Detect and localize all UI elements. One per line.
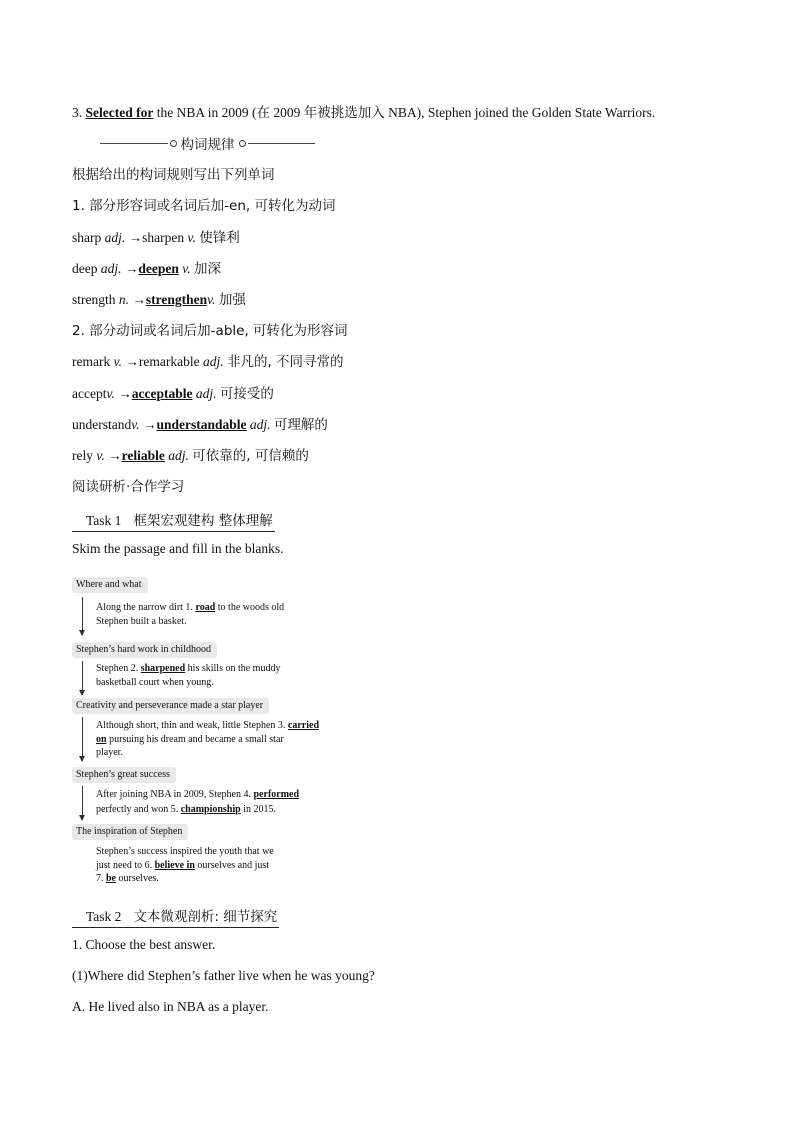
answer-word: deepen (138, 261, 179, 276)
base-word: rely (72, 448, 93, 463)
text-part: perfectly and won 5. (96, 804, 181, 815)
word-row (72, 447, 309, 465)
text-part: in 2015. (240, 804, 277, 815)
answer-word: strengthen (145, 292, 208, 307)
arrow: → (114, 386, 132, 401)
pos: adj. (104, 230, 126, 245)
pos: v. (182, 261, 191, 276)
arrow: → (139, 417, 157, 432)
pos: v. (131, 417, 140, 432)
derived-word: remarkable (138, 354, 200, 369)
word-row (72, 260, 221, 278)
word-row (72, 385, 274, 403)
meaning: 可接受的 (219, 386, 274, 402)
title-rule-right (248, 143, 316, 144)
text-part: Although short, thin and weak, little Stephen 3. (96, 720, 288, 731)
word-row (72, 353, 344, 371)
base-word: accept (72, 386, 107, 401)
pos: adj. (168, 448, 189, 463)
text-part: Along the narrow dirt 1. (96, 602, 196, 613)
pos: v. (187, 230, 196, 245)
down-arrow-icon (82, 661, 83, 695)
meaning: 可理解的 (273, 417, 328, 433)
blank-answer: road (195, 602, 216, 613)
diagram-text (96, 719, 319, 760)
title-dot-right (239, 140, 246, 147)
diagram-label: Stephen’s great success (72, 767, 176, 783)
diagram-label: Creativity and perseverance made a star player (72, 698, 269, 714)
title-dot-left (170, 140, 177, 147)
task-title: 文本微观剖析: 细节探究 (133, 909, 278, 925)
sentence-3 (72, 104, 655, 122)
text-part: ourselves and just (194, 859, 270, 871)
text-part: to the woods old (215, 602, 285, 613)
rule-1-title: 1. 部分形容词或名词后加-en, 可转化为动词 (72, 198, 336, 214)
word-row (72, 229, 240, 247)
pos: v. (113, 354, 122, 369)
derived-word: sharpen (142, 230, 185, 245)
blank-answer: on (96, 733, 107, 745)
answer-word: acceptable (131, 386, 193, 401)
section-title (100, 133, 315, 153)
task-1-heading (72, 509, 275, 532)
word-row (72, 416, 328, 434)
pos: v. (96, 448, 105, 463)
task-label: Task 1 (86, 513, 122, 528)
base-word: understand (72, 417, 132, 432)
instruction: 根据给出的构词规则写出下列单词 (72, 167, 275, 183)
blank-answer: sharpened (140, 663, 186, 674)
section-title-text: 构词规律 (180, 137, 235, 153)
pos: adj. (202, 354, 224, 369)
question-instruction: 1. Choose the best answer. (72, 937, 216, 952)
answer-word: reliable (121, 448, 165, 463)
diagram-text (96, 845, 274, 886)
diagram-text (96, 601, 284, 629)
arrow: → (104, 448, 122, 463)
down-arrow-icon (82, 597, 83, 635)
blank-answer: championship (180, 804, 241, 815)
meaning: 加强 (218, 292, 246, 308)
diagram-label: The inspiration of Stephen (72, 824, 188, 840)
arrow: → (125, 230, 143, 245)
down-arrow-icon (82, 786, 83, 820)
word-row (72, 291, 246, 309)
text-part: basketball court when young. (96, 677, 214, 688)
meaning: 非凡的, 不同寻常的 (226, 354, 344, 370)
diagram-text (96, 662, 280, 690)
sentence-number: 3. (72, 105, 86, 120)
text-part: 7. (96, 873, 106, 884)
pos: adj. (100, 261, 122, 276)
blank-answer: be (106, 873, 116, 884)
task-1-instruction: Skim the passage and fill in the blanks. (72, 541, 284, 556)
text-part: Stephen 2. (96, 663, 141, 674)
rule-2-title: 2. 部分动词或名词后加-able, 可转化为形容词 (72, 323, 348, 339)
base-word: deep (72, 261, 98, 276)
option-a: A. He lived also in NBA as a player. (72, 999, 269, 1014)
blank-answer: carried (287, 720, 320, 731)
text-part: After joining NBA in 2009, Stephen 4. (96, 789, 254, 800)
title-rule-left (100, 143, 168, 144)
text-part: pursuing his dream and became a small star (106, 733, 284, 745)
meaning: 可依靠的, 可信赖的 (192, 448, 309, 464)
pos: adj. (249, 417, 271, 432)
text-part: just need to 6. (96, 859, 155, 871)
reading-heading: 阅读研析·合作学习 (72, 479, 185, 495)
text-part: his skills on the muddy (185, 663, 281, 674)
arrow: → (121, 261, 139, 276)
task-2-heading (72, 905, 279, 928)
pos: v. (207, 292, 216, 307)
question-1: (1)Where did Stephen’s father live when he was young? (72, 968, 375, 983)
text-part: Stephen’s success inspired the youth that we (96, 846, 274, 857)
answer-selected-for: Selected for (85, 105, 154, 120)
sentence-rest: the NBA in 2009 (在 2009 年被挑选加入 NBA), Stephen joined the Golden State Warriors. (153, 105, 656, 120)
text-part: ourselves. (116, 873, 159, 884)
task-title: 框架宏观建构 整体理解 (133, 513, 273, 529)
diagram-text (96, 787, 299, 817)
task-label: Task 2 (86, 909, 122, 924)
arrow: → (129, 292, 146, 307)
pos: v. (106, 386, 115, 401)
base-word: sharp (72, 230, 102, 245)
arrow: → (121, 354, 139, 369)
base-word: remark (72, 354, 111, 369)
text-part: Stephen built a basket. (96, 616, 187, 627)
answer-word: understandable (156, 417, 247, 432)
text-part: player. (96, 747, 123, 758)
meaning: 使锋利 (199, 230, 240, 246)
meaning: 加深 (194, 261, 221, 277)
diagram-label: Where and what (72, 577, 148, 593)
base-word: strength (72, 292, 116, 307)
blank-answer: performed (253, 789, 300, 800)
blank-answer: believe in (154, 859, 195, 871)
down-arrow-icon (82, 717, 83, 761)
pos: n. (118, 292, 129, 307)
pos: adj. (195, 386, 217, 401)
diagram-label: Stephen’s hard work in childhood (72, 642, 217, 658)
